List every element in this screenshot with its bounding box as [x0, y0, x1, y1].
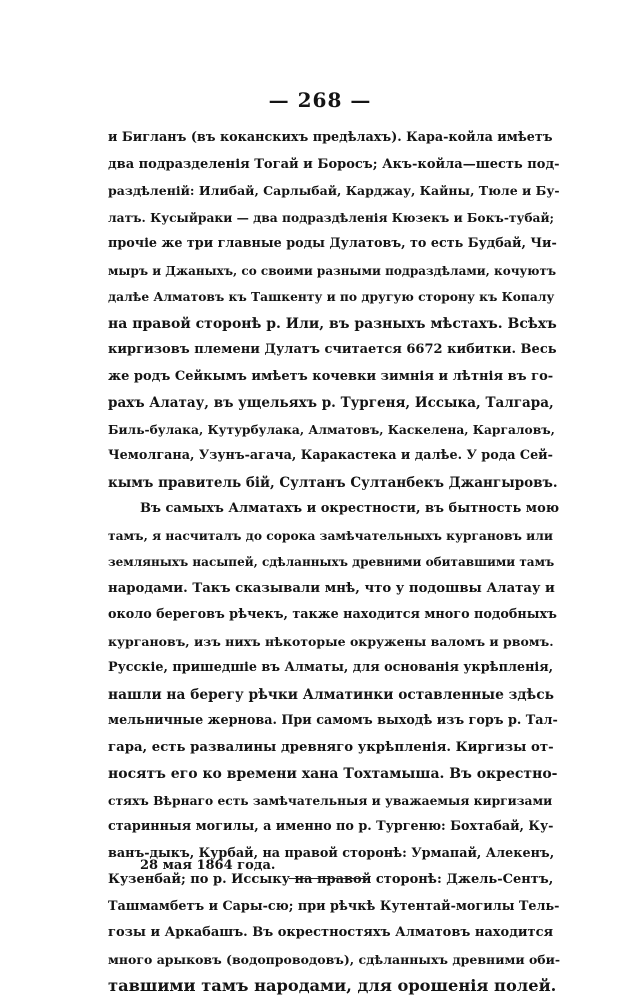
text-line: гозы и Аркабашъ. Въ окрестностяхъ Алматовъ находится	[108, 925, 554, 940]
text-line: народами. Такъ сказывали мнѣ, что у подошвы Алатау и	[108, 580, 555, 596]
text-line: мыръ и Джаныхъ, со своими разными подраздѣлами, кочуютъ	[108, 263, 557, 278]
text-line: Русскіе, пришедшіе въ Алматы, для основанія укрѣпленія,	[108, 660, 554, 675]
text-line: нашли на берегу рѣчки Алматинки оставленные здѣсь	[108, 686, 554, 703]
text-line: около береговъ рѣчекъ, также находится много подобныхъ	[108, 607, 557, 622]
text-line: прочіе же три главные роды Дулатовъ, то есть Будбай, Чи-	[108, 236, 557, 251]
text-line: стяхъ Вѣрнаго есть замѣчательныя и уважаемыя киргизами	[108, 792, 553, 808]
text-line: два подразделенія Тогай и Боросъ; Акъ-койла—шесть под-	[108, 156, 560, 172]
text-line: раздѣленій: Илибай, Сарлыбай, Карджау, Кайны, Тюле и Бу-	[108, 183, 560, 198]
text-line: кымъ правитель бій, Султанъ Султанбекъ Джангыровъ.	[108, 474, 558, 491]
text-line: рахъ Алатау, въ ущельяхъ р. Тургеня, Иссыка, Талгара,	[108, 395, 554, 411]
text-line: и Бигланъ (въ коканскихъ предѣлахъ). Кара-койла имѣетъ	[108, 130, 553, 145]
text-line: ванъ-дыкъ, Курбай, на правой сторонѣ: Урмапай, Алекенъ,	[108, 845, 555, 861]
text-line: гара, есть развалины древняго укрѣпленія. Киргизы от-	[108, 739, 554, 755]
text-line: латъ. Кусыйраки — два подраздѣленія Кюзекъ и Бокъ-тубай;	[108, 209, 555, 225]
text-line: кургановъ, изъ нихъ нѣкоторые окружены валомъ и рвомъ.	[108, 633, 554, 649]
text-line: Въ самыхъ Алматахъ и окрестности, въ бытность мою	[140, 501, 560, 516]
text-line: Кузенбай; по р. Иссыку на правой сторонѣ: Джель-Сентъ,	[108, 872, 554, 887]
text-line: старинныя могилы, а именно по р. Тургеню: Бохтабай, Ку-	[108, 819, 554, 834]
text-line: носятъ его ко времени хана Тохтамыша. Въ окрестно-	[108, 766, 558, 782]
text-line: много арыковъ (водопроводовъ), сдѣланныхъ древними оби-	[108, 951, 560, 967]
paragraph-2	[108, 496, 560, 1000]
text-line: Чемолгана, Узунъ-агача, Каракастека и далѣе. У рода Сей-	[108, 448, 553, 463]
date-signature: 28 мая 1864 года.	[140, 858, 276, 873]
text-line: киргизовъ племени Дулатъ считается 6672 кибитки. Весь	[108, 342, 557, 357]
text-line: Ташмамбетъ и Сары-сю; при рѣчкѣ Кутентай-могилы Тель-	[108, 898, 560, 914]
text-line: Биль-булака, Кутурбулака, Алматовъ, Каскелена, Каргаловъ,	[108, 421, 555, 437]
page-number: — 268 —	[268, 88, 372, 112]
text-line: тавшими тамъ народами, для орошенія полей.	[108, 976, 557, 995]
paragraph-1	[108, 125, 560, 496]
text-line: тамъ, я насчиталъ до сорока замѣчательныхъ кургановъ или	[108, 527, 553, 543]
text-line: же родъ Сейкымъ имѣетъ кочевки зимнія и лѣтнія въ го-	[108, 368, 554, 384]
text-line: земляныхъ насыпей, сдѣланныхъ древними обитавшими тамъ	[108, 555, 555, 569]
text-line: мельничные жернова. При самомъ выходѣ изъ горъ р. Тал-	[108, 713, 558, 728]
text-line: далѣе Алматовъ къ Ташкенту и по другую сторону къ Копалу	[108, 289, 555, 304]
text-line: на правой сторонѣ р. Или, въ разныхъ мѣстахъ. Всѣхъ	[108, 315, 557, 332]
closing-rule	[289, 878, 369, 879]
